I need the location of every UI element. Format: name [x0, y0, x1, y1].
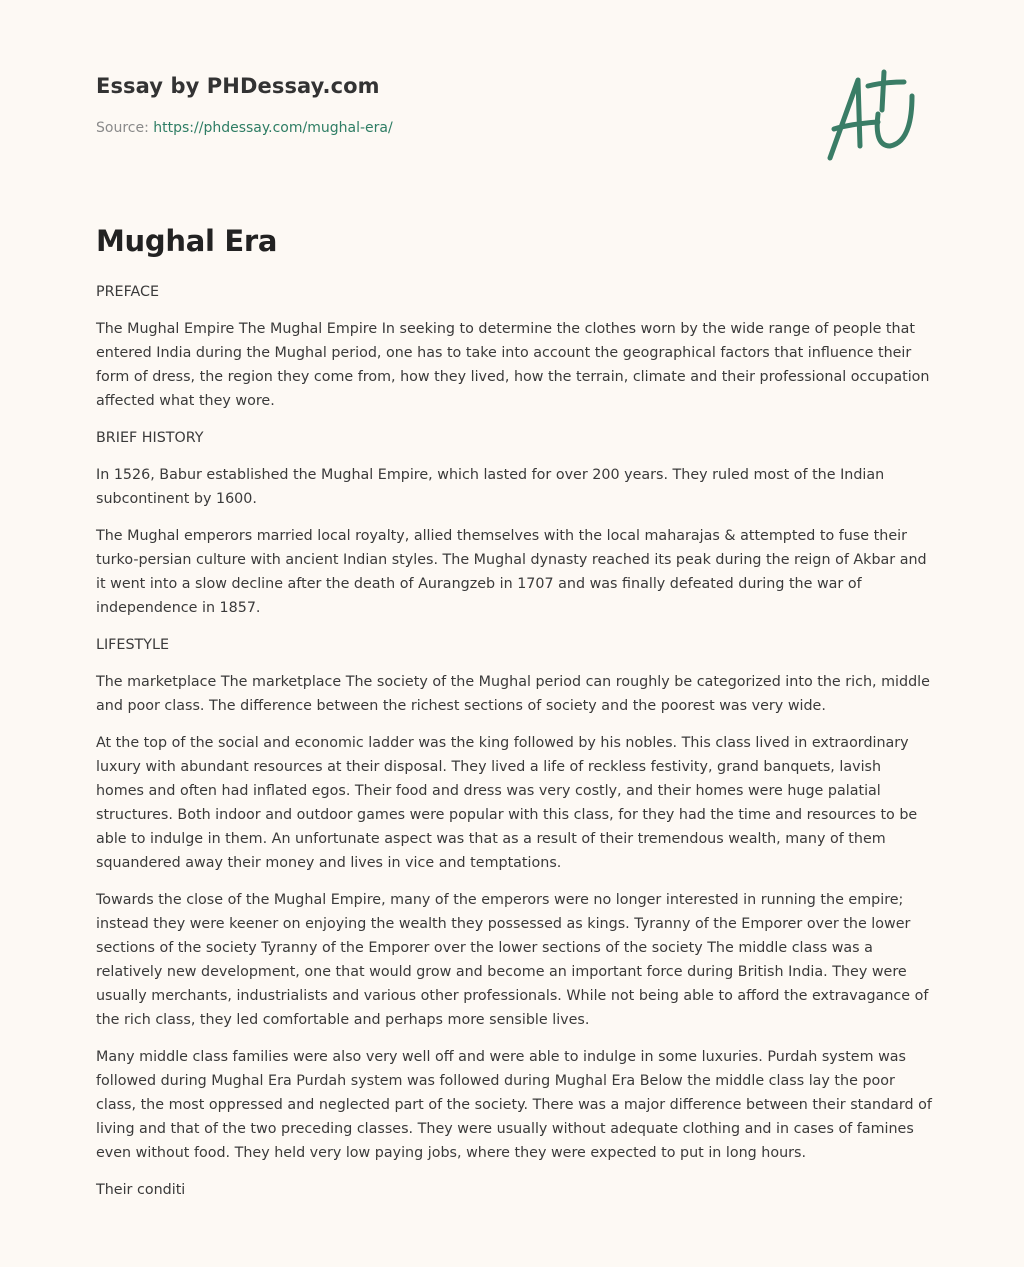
- paragraph: The Mughal Empire The Mughal Empire In seeking to determine the clothes worn by the wide range of people that entered India during the Mughal period, one has to take into account the geographical factors that influence their form of dress, the region they come from, how they lived, how the terrain, climate and their professional occupation affected what they wore.: [96, 321, 930, 409]
- essay-title: Mughal Era: [96, 224, 278, 258]
- source-link[interactable]: https://phdessay.com/mughal-era/: [153, 120, 393, 136]
- paragraph: The Mughal emperors married local royalty, allied themselves with the local maharajas & attempted to fuse their turko-persian culture with ancient Indian styles. The Mughal dynasty reached its peak during the reign of Akbar and it went into a slow decline after the death of Aurangzeb in 1707 and was finally defeated during the war of independence in 1857.: [96, 528, 927, 616]
- paragraph: Many middle class families were also very well off and were able to indulge in some luxuries. Purdah system was followed during Mughal Era Purdah system was followed during Mughal Era Below the middle class lay the poor class, the most oppressed and neglected part of the society. There was a major difference between their standard of living and that of the two preceding classes. They were usually without adequate clothing and in cases of famines even without food. They held very low paying jobs, where they were expected to put in long hours.: [96, 1049, 932, 1161]
- paragraph: The marketplace The marketplace The society of the Mughal period can roughly be categorized into the rich, middle and poor class. The difference between the richest sections of society and the poorest was very wide.: [96, 674, 930, 714]
- truncated-paragraph: Their conditi: [96, 1182, 186, 1198]
- source-line: [96, 120, 393, 136]
- essay-content: [96, 224, 932, 1215]
- a-plus-logo-icon: [820, 66, 930, 166]
- paragraph: Towards the close of the Mughal Empire, many of the emperors were no longer interested in running the empire; instead they were keener on enjoying the wealth they possessed as kings. Tyranny of the Emporer over the lower sections of the society Tyranny of the Emporer over the lower sections of the society The middle class was a relatively new development, one that would grow and become an important force during British India. They were usually merchants, industrialists and various other professionals. While not being able to afford the extravagance of the rich class, they led comfortable and perhaps more sensible lives.: [96, 892, 929, 1028]
- section-heading-brief-history: BRIEF HISTORY: [96, 430, 204, 446]
- paragraph: In 1526, Babur established the Mughal Empire, which lasted for over 200 years. They ruled most of the Indian subcontinent by 1600.: [96, 467, 885, 507]
- source-label: Source:: [96, 120, 154, 136]
- section-heading-preface: PREFACE: [96, 284, 160, 300]
- section-heading-lifestyle: LIFESTYLE: [96, 637, 169, 653]
- essay-header: [96, 74, 393, 136]
- paragraph: At the top of the social and economic ladder was the king followed by his nobles. This class lived in extraordinary luxury with abundant resources at their disposal. They lived a life of reckless festivity, grand banquets, lavish homes and often had inflated egos. Their food and dress was very costly, and their homes were huge palatial structures. Both indoor and outdoor games were popular with this class, for they had the time and resources to be able to indulge in them. An unfortunate aspect was that as a result of their tremendous wealth, many of them squandered away their money and lives in vice and temptations.: [96, 735, 918, 871]
- brand-title: Essay by PHDessay.com: [96, 74, 380, 98]
